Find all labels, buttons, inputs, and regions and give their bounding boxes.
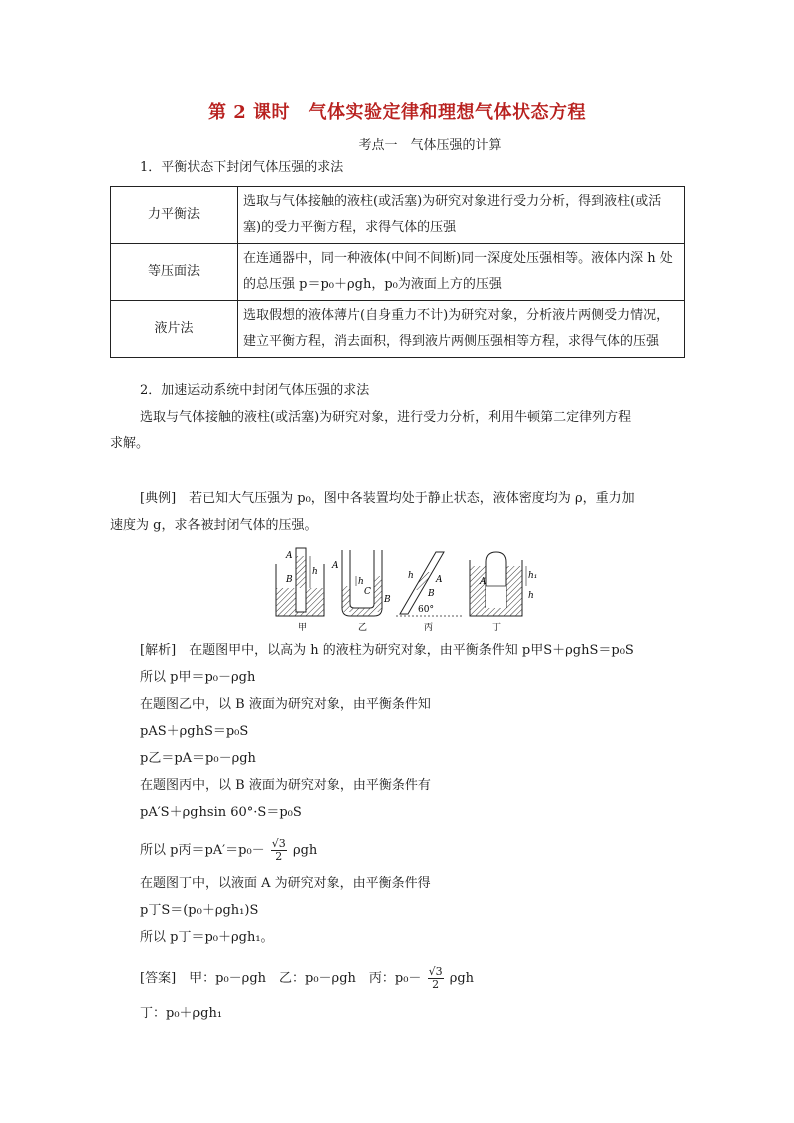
label-jia: 甲 bbox=[298, 623, 308, 632]
figure-jia bbox=[276, 548, 324, 616]
label-h: h bbox=[528, 591, 534, 601]
solution-line: pAS＋ρghS＝p₀S bbox=[140, 724, 249, 739]
section-1-heading: 1．平衡状态下封闭气体压强的求法 bbox=[140, 160, 344, 175]
page-title: 第 2 课时 气体实验定律和理想气体状态方程 bbox=[207, 102, 587, 123]
example-text: [典例] 若已知大气压强为 p₀，图中各装置均处于静止状态，液体密度均为 ρ，重力加 bbox=[140, 491, 635, 506]
label-h1: h₁ bbox=[528, 571, 538, 581]
table-row bbox=[111, 301, 685, 358]
solution-line: p丁S＝(p₀＋ρgh₁)S bbox=[140, 903, 259, 918]
solution-line: 在题图丁中，以液面 A 为研究对象，由平衡条件得 bbox=[140, 876, 431, 891]
label-bing: 丙 bbox=[424, 623, 434, 632]
label-B: B bbox=[384, 595, 391, 605]
fraction-denominator: 2 bbox=[275, 850, 283, 863]
fraction-numerator: √3 bbox=[271, 837, 286, 850]
apparatus-figure bbox=[268, 546, 548, 632]
solution-line: 所以 p甲＝p₀－ρgh bbox=[140, 670, 256, 685]
label-ding: 丁 bbox=[492, 623, 502, 632]
solution-line: 在题图丙中，以 B 液面为研究对象，由平衡条件有 bbox=[140, 778, 431, 793]
solution-line: pA′S＋ρghsin 60°·S＝p₀S bbox=[140, 805, 302, 820]
label-yi: 乙 bbox=[358, 623, 368, 632]
label-B: B bbox=[428, 589, 435, 599]
label-h: h bbox=[358, 577, 364, 587]
section-subtitle: 考点一 气体压强的计算 bbox=[358, 138, 502, 153]
label-A: A bbox=[480, 577, 487, 587]
section-2-text-cont: 求解。 bbox=[110, 436, 150, 451]
method-desc-cell: 选取假想的液体薄片(自身重力不计)为研究对象，分析液片两侧受力情况，建立平衡方程，消去面积，得到液片两侧压强相等方程，求得气体的压强 bbox=[238, 301, 685, 358]
answer-line: 丁：p₀＋ρgh₁ bbox=[140, 1006, 223, 1021]
label-B: B bbox=[286, 575, 293, 585]
table-row bbox=[111, 187, 685, 244]
method-cell: 力平衡法 bbox=[111, 187, 238, 244]
fraction-numerator: √3 bbox=[428, 965, 443, 978]
label-h: h bbox=[408, 571, 414, 581]
answer-text: [答案] 甲：p₀－ρgh 乙：p₀－ρgh 丙：p₀－ bbox=[140, 971, 422, 986]
table-row bbox=[111, 244, 685, 301]
label-angle: 60° bbox=[418, 605, 434, 615]
section-2-text: 选取与气体接触的液柱(或活塞)为研究对象，进行受力分析，利用牛顿第二定律列方程 bbox=[140, 410, 632, 425]
method-desc-cell: 在连通器中，同一种液体(中间不间断)同一深度处压强相等。液体内深 h 处的总压强 p＝p₀＋ρgh，p₀为液面上方的压强 bbox=[238, 244, 685, 301]
solution-line: 在题图乙中，以 B 液面为研究对象，由平衡条件知 bbox=[140, 697, 431, 712]
answer-text: ρgh bbox=[449, 971, 475, 986]
label-C: C bbox=[364, 587, 371, 597]
label-A: A bbox=[436, 575, 443, 585]
example-text-cont: 速度为 g，求各被封闭气体的压强。 bbox=[110, 518, 318, 533]
solution-text: 所以 p丙＝pA′＝p₀－ bbox=[140, 843, 265, 858]
methods-table bbox=[110, 186, 685, 358]
solution-line: p乙＝pA＝p₀－ρgh bbox=[140, 751, 256, 766]
solution-text: ρgh bbox=[292, 843, 318, 858]
solution-line bbox=[140, 838, 317, 863]
answer-line bbox=[140, 966, 474, 991]
section-2-heading: 2．加速运动系统中封闭气体压强的求法 bbox=[140, 383, 370, 398]
sqrt3-over-2 bbox=[428, 966, 444, 991]
method-cell: 液片法 bbox=[111, 301, 238, 358]
sqrt3-over-2 bbox=[271, 838, 287, 863]
figure-ding bbox=[470, 552, 526, 616]
method-cell: 等压面法 bbox=[111, 244, 238, 301]
label-A: A bbox=[332, 561, 339, 571]
method-desc-cell: 选取与气体接触的液柱(或活塞)为研究对象进行受力分析，得到液柱(或活塞)的受力平衡方程，求得气体的压强 bbox=[238, 187, 685, 244]
label-A: A bbox=[286, 551, 293, 561]
fraction-denominator: 2 bbox=[432, 978, 440, 991]
solution-line: 所以 p丁＝p₀＋ρgh₁。 bbox=[140, 930, 274, 945]
label-h: h bbox=[312, 567, 318, 577]
solution-line: [解析] 在题图甲中，以高为 h 的液柱为研究对象，由平衡条件知 p甲S＋ρghS＝p₀S bbox=[140, 643, 634, 658]
